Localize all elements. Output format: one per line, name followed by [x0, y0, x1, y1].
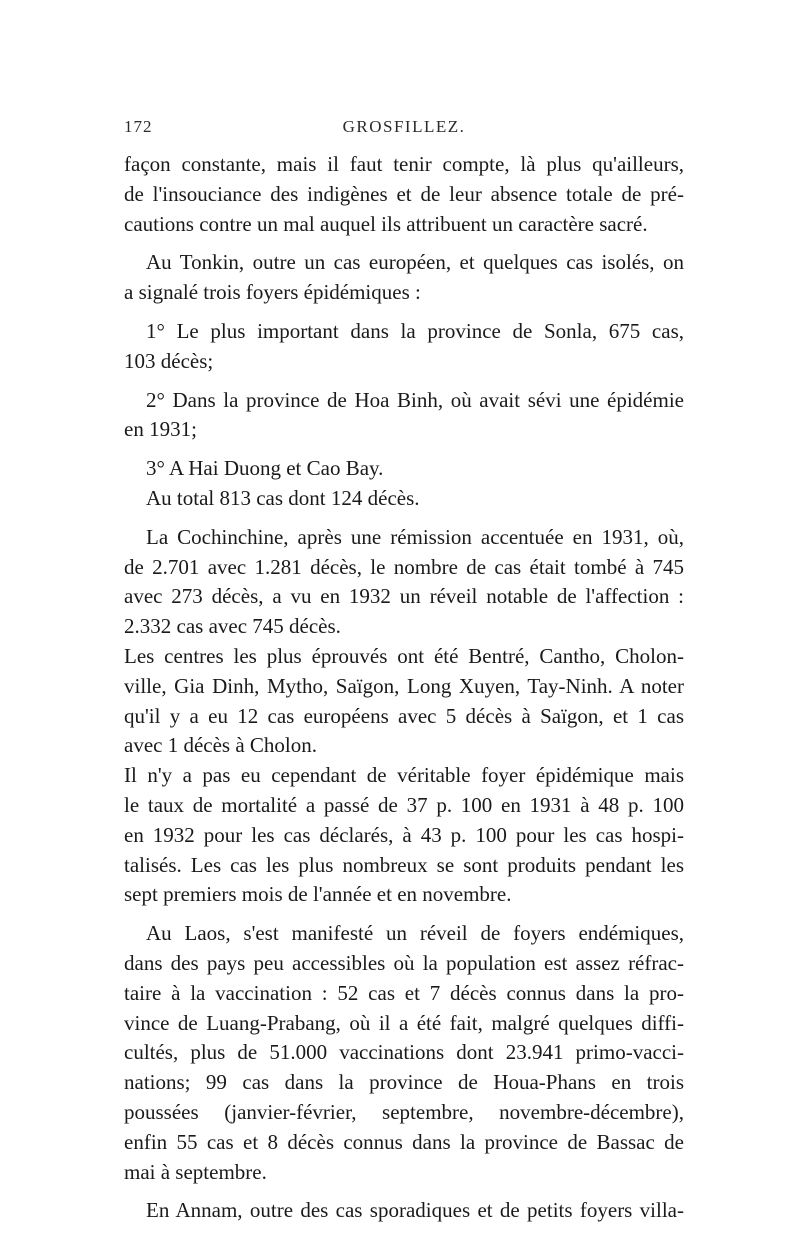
body-text — [124, 150, 684, 1226]
text-line: avec 273 décès, a vu en 1932 un réveil notable de l'affection : — [124, 584, 684, 609]
text-line: 1° Le plus important dans la province de Sonla, 675 cas, — [146, 318, 684, 343]
text-line: 103 décès; — [124, 348, 214, 373]
text-line: nations; 99 cas dans la province de Houa-Phans en trois — [124, 1070, 684, 1095]
paragraph — [124, 761, 684, 910]
paragraph — [124, 523, 684, 642]
text-line: taire à la vaccination : 52 cas et 7 décès connus dans la pro- — [124, 980, 684, 1005]
text-line: poussées (janvier-février, septembre, novembre-décembre), — [124, 1099, 684, 1124]
paragraph — [124, 642, 684, 761]
paragraph — [124, 484, 684, 514]
text-line: talisés. Les cas les plus nombreux se sont produits pendant les — [124, 852, 684, 877]
text-line: cautions contre un mal auquel ils attribuent un caractère sacré. — [124, 211, 648, 236]
paragraph — [124, 386, 684, 446]
text-line: Au total 813 cas dont 124 décès. — [146, 485, 420, 510]
running-head — [124, 117, 684, 141]
running-title: GROSFILLEZ. — [342, 117, 466, 136]
text-line: ville, Gia Dinh, Mytho, Saïgon, Long Xuyen, Tay-Ninh. A noter — [124, 673, 684, 698]
paragraph — [124, 248, 684, 308]
text-line: dans des pays peu accessibles où la population est assez réfrac- — [124, 950, 684, 975]
paragraph — [124, 1196, 684, 1226]
text-line: qu'il y a eu 12 cas européens avec 5 décès à Saïgon, et 1 cas — [124, 703, 684, 728]
text-line: Au Laos, s'est manifesté un réveil de foyers endémiques, — [146, 921, 684, 946]
text-line: Les centres les plus éprouvés ont été Bentré, Cantho, Cholon- — [124, 643, 684, 668]
text-line: sept premiers mois de l'année et en novembre. — [124, 882, 512, 907]
text-line: en 1931; — [124, 417, 197, 442]
text-line: a signalé trois foyers épidémiques : — [124, 280, 421, 305]
text-line: en 1932 pour les cas déclarés, à 43 p. 100 pour les cas hospi- — [124, 822, 684, 847]
paragraph — [124, 454, 684, 484]
text-line: Au Tonkin, outre un cas européen, et quelques cas isolés, on — [146, 250, 684, 275]
text-line: 2° Dans la province de Hoa Binh, où avait sévi une épidémie — [146, 387, 684, 412]
page-number: 172 — [124, 117, 153, 136]
text-line: cultés, plus de 51.000 vaccinations dont 23.941 primo-vacci- — [124, 1040, 684, 1065]
text-line: vince de Luang-Prabang, où il a été fait, malgré quelques diffi- — [124, 1010, 684, 1035]
text-line: enfin 55 cas et 8 décès connus dans la province de Bassac de — [124, 1129, 684, 1154]
text-line: de 2.701 avec 1.281 décès, le nombre de cas était tombé à 745 — [124, 554, 684, 579]
text-line: 3° A Hai Duong et Cao Bay. — [146, 456, 384, 481]
paragraph — [124, 150, 684, 239]
paragraph — [124, 317, 684, 377]
text-line: de l'insouciance des indigènes et de leur absence totale de pré- — [124, 181, 684, 206]
text-line: le taux de mortalité a passé de 37 p. 100 en 1931 à 48 p. 100 — [124, 792, 684, 817]
text-line: mai à septembre. — [124, 1159, 267, 1184]
text-line: avec 1 décès à Cholon. — [124, 733, 318, 758]
text-line: En Annam, outre des cas sporadiques et de petits foyers villa- — [146, 1198, 684, 1223]
text-line: La Cochinchine, après une rémission accentuée en 1931, où, — [146, 524, 684, 549]
text-line: façon constante, mais il faut tenir compte, là plus qu'ailleurs, — [124, 152, 684, 176]
text-line: Il n'y a pas eu cependant de véritable foyer épidémique mais — [124, 763, 684, 788]
text-line: 2.332 cas avec 745 décès. — [124, 614, 341, 639]
paragraph — [124, 919, 684, 1187]
